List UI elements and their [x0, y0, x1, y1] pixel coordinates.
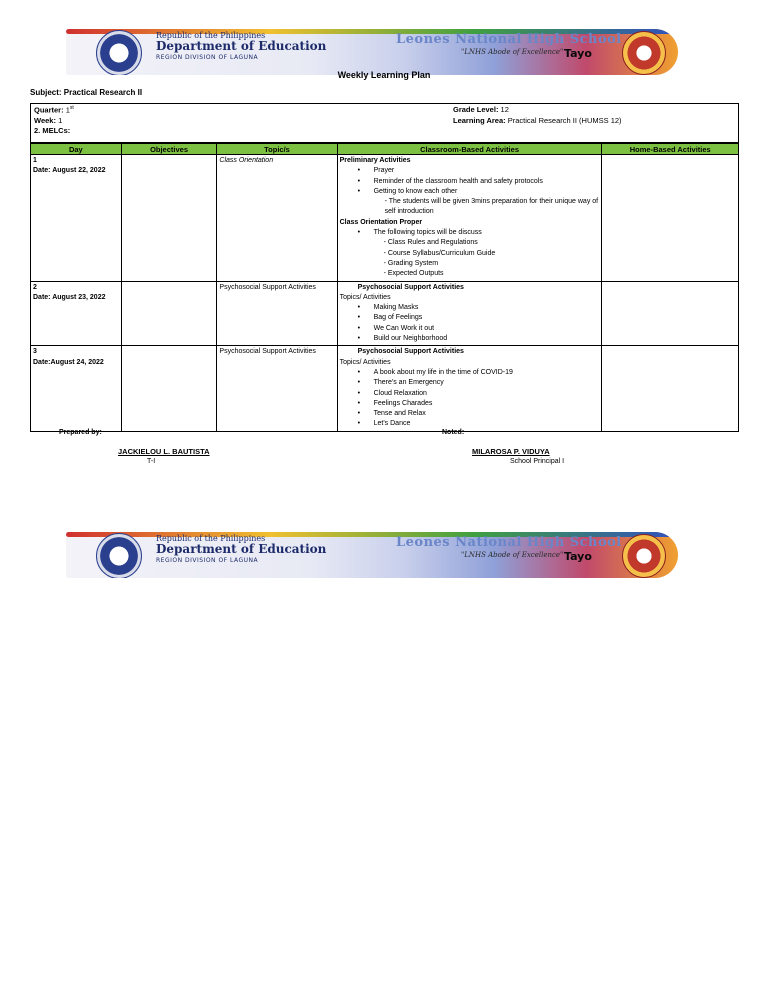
school-seal-icon	[622, 534, 666, 578]
home-cell	[602, 281, 739, 346]
list-item: • There's an Emergency	[340, 378, 600, 388]
table-header-row	[31, 144, 739, 155]
day-number: 1	[33, 157, 37, 164]
header-home: Home-Based Activities	[602, 144, 739, 155]
prepared-name: JACKIELOU L. BAUTISTA	[118, 447, 210, 456]
page-title: Weekly Learning Plan	[337, 70, 431, 80]
list-item: • Reminder of the classroom health and safety protocols	[340, 177, 600, 187]
activity-list	[340, 166, 600, 197]
list-item: • Cloud Relaxation	[340, 389, 600, 399]
day-date: Date: August 23, 2022	[33, 293, 106, 301]
home-cell	[602, 346, 739, 431]
header-banner	[66, 29, 678, 75]
deped-seal-icon	[96, 533, 142, 578]
topic-cell	[217, 281, 337, 346]
objectives-cell	[121, 155, 217, 282]
header-topics: Topic/s	[217, 144, 337, 155]
banner-motto: "LNHS Abode of Excellence"	[461, 48, 564, 56]
noted-name: MILAROSA P. VIDUYA	[472, 447, 550, 456]
list-item: • Build our Neighborhood	[340, 334, 600, 344]
list-item: • Bag of Feelings	[340, 313, 600, 323]
area-label: Learning Area:	[453, 116, 506, 125]
banner-school-name: Leones National High School	[396, 32, 622, 47]
banner-republic: Republic of the Philippines	[156, 534, 266, 543]
day-number: 3	[33, 348, 37, 356]
sub-item: - Course Syllabus/Curriculum Guide	[383, 249, 496, 257]
header-objectives: Objectives	[121, 144, 217, 155]
quarter-line	[34, 105, 74, 115]
banner-department: Department of Education	[156, 39, 327, 53]
banner-tayo: Tayo	[564, 550, 592, 563]
day-cell	[31, 281, 122, 346]
sub-item: - Class Rules and Regulations	[383, 239, 478, 247]
school-seal-icon	[622, 31, 666, 75]
week-line	[34, 116, 62, 125]
objectives-cell	[121, 346, 217, 431]
grade-value: 12	[500, 105, 509, 114]
topic-cell	[217, 155, 337, 282]
list-item: • Getting to know each other	[340, 187, 600, 197]
topic-cell	[217, 346, 337, 431]
topic-text: Class Orientation	[219, 157, 274, 164]
banner-motto: "LNHS Abode of Excellence"	[461, 551, 564, 559]
day-number: 2	[33, 283, 37, 291]
deped-seal-icon	[96, 30, 142, 75]
activity-list	[340, 303, 600, 344]
quarter-label: Quarter:	[34, 105, 64, 115]
activity-list	[340, 228, 600, 238]
list-item: • Feelings Charades	[340, 399, 600, 409]
section-title: Preliminary Activities	[339, 157, 411, 164]
subject-line: Subject: Practical Research II	[30, 88, 143, 97]
melcs-line	[34, 126, 70, 135]
banner-region: REGION DIVISION OF LAGUNA	[156, 557, 259, 564]
sub-item: - Grading System	[383, 259, 439, 267]
grade-label: Grade Level:	[453, 105, 499, 114]
table-row	[31, 281, 739, 346]
banner-tayo: Tayo	[564, 47, 592, 60]
week-value: 1	[58, 116, 63, 125]
melcs-label: 2. MELCs:	[34, 126, 71, 135]
day-cell	[31, 155, 122, 282]
prepared-position: T-I	[147, 458, 156, 465]
week-label: Week:	[34, 116, 56, 125]
section-title: Psychosocial Support Activities	[357, 283, 464, 291]
noted-position: School Principal I	[510, 458, 565, 465]
header-day: Day	[31, 144, 122, 155]
classroom-cell	[337, 155, 602, 282]
section-subtitle: Topics/ Activities	[339, 293, 391, 301]
home-cell	[602, 155, 739, 282]
banner-republic: Republic of the Philippines	[156, 31, 266, 40]
section-title: Psychosocial Support Activities	[357, 348, 464, 356]
activity-note: - The students will be given 3mins preparation for their unique way of self introduction	[384, 198, 599, 216]
sub-item: - Expected Outputs	[383, 270, 444, 278]
topic-text: Psychosocial Support Activities	[219, 348, 316, 356]
area-value: Practical Research II (HUMSS 12)	[507, 116, 622, 125]
banner-region: REGION DIVISION OF LAGUNA	[156, 54, 259, 61]
grade-line	[453, 105, 509, 114]
classroom-cell	[337, 281, 602, 346]
list-item: • A book about my life in the time of COVID-19	[340, 368, 600, 378]
quarter-value: 1	[65, 105, 70, 115]
objectives-cell	[121, 281, 217, 346]
list-item: • The following topics will be discuss	[340, 228, 600, 238]
header-banner-2	[66, 532, 678, 578]
area-line	[453, 116, 622, 125]
table-row	[31, 155, 739, 282]
list-item: • Let's Dance	[340, 419, 600, 429]
table-row	[31, 346, 739, 431]
topic-text: Psychosocial Support Activities	[219, 283, 316, 291]
section-title: Class Orientation Proper	[339, 218, 423, 226]
day-date: Date: August 22, 2022	[33, 167, 106, 175]
banner-department: Department of Education	[156, 542, 327, 556]
weekly-plan-table	[30, 143, 739, 432]
list-item: • Tense and Relax	[340, 409, 600, 419]
day-cell	[31, 346, 122, 431]
quarter-sup: st	[69, 105, 74, 111]
list-item: • Prayer	[340, 166, 600, 176]
list-item: • We Can Work it out	[340, 324, 600, 334]
header-classroom: Classroom-Based Activities	[337, 144, 602, 155]
banner-school-name: Leones National High School	[396, 535, 622, 550]
classroom-cell	[337, 346, 602, 431]
info-box	[30, 103, 739, 143]
section-subtitle: Topics/ Activities	[339, 358, 391, 366]
prepared-label: Prepared by:	[59, 429, 102, 436]
list-item: • Making Masks	[340, 303, 600, 313]
noted-label: Noted:	[442, 429, 465, 436]
day-date: Date:August 24, 2022	[33, 358, 104, 366]
activity-list	[340, 368, 600, 430]
